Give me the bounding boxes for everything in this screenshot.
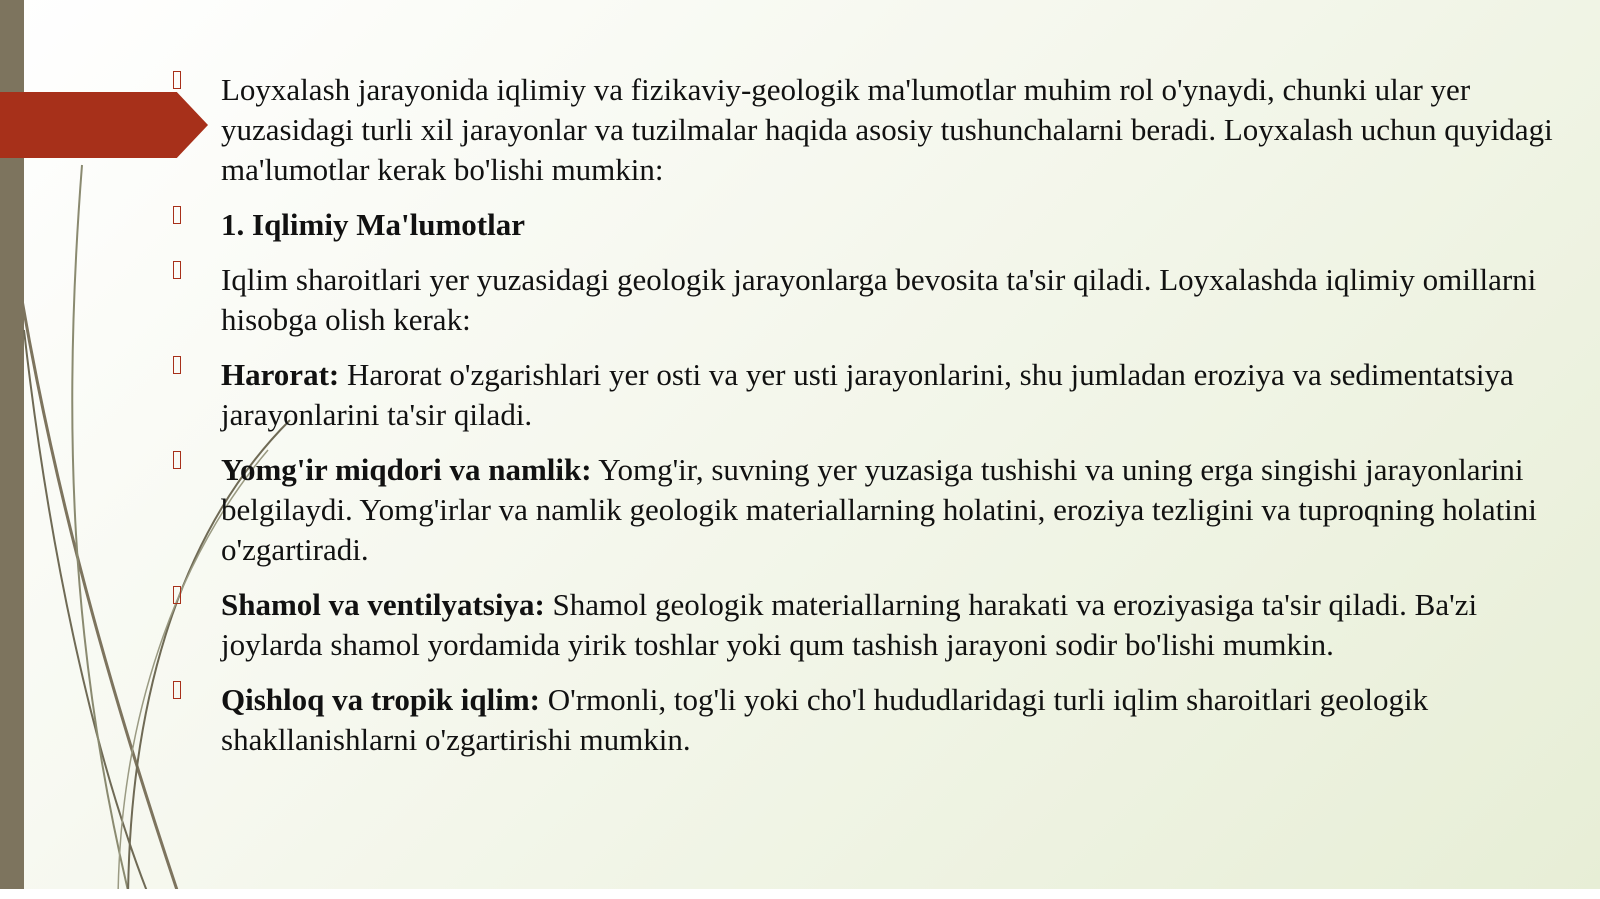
bullet-text: O'rmonli, tog'li yoki cho'l hududlaridagi turli iqlim sharoitlari geologik shakllanishlarni o'zgartirishi mumkin.	[221, 682, 1429, 757]
bullet-item	[170, 260, 1580, 340]
bullet-text: Yomg'ir, suvning yer yuzasiga tushishi va uning erga singishi jarayonlarini belgilaydi. Yomg'irlar va namlik geologik materiallarning holatini, eroziya tezligini va tuproqning holatini o'zgartiradi.	[221, 452, 1537, 567]
bullet-text: Shamol geologik materiallarning harakati va eroziyasiga ta'sir qiladi. Ba'zi joylarda shamol yordamida yirik toshlar yoki qum tashish jarayoni sodir bo'lishi mumkin.	[221, 587, 1478, 662]
bullet-item	[170, 355, 1580, 435]
bullet-text: Iqlim sharoitlari yer yuzasidagi geologik jarayonlarga bevosita ta'sir qiladi. Loyxalashda iqlimiy omillarni hisobga olish kerak:	[221, 262, 1537, 337]
bullet-bold-text: Qishloq va tropik iqlim:	[221, 682, 540, 717]
bullet-bold-text: 1. Iqlimiy Ma'lumotlar	[221, 207, 525, 242]
box-bullet-icon	[170, 205, 184, 225]
slide-content	[170, 70, 1580, 775]
bullet-text: Harorat o'zgarishlari yer osti va yer usti jarayonlarini, shu jumladan eroziya va sedimentatsiya jarayonlarini ta'sir qiladi.	[221, 357, 1514, 432]
box-bullet-icon	[170, 70, 184, 90]
bullet-bold-text: Shamol va ventilyatsiya:	[221, 587, 545, 622]
bullet-bold-text: Harorat:	[221, 357, 340, 392]
box-bullet-icon	[170, 260, 184, 280]
box-bullet-icon	[170, 585, 184, 605]
bullet-item	[170, 450, 1580, 570]
box-bullet-icon	[170, 680, 184, 700]
bullet-item	[170, 205, 1580, 245]
box-bullet-icon	[170, 450, 184, 470]
bottom-strip	[0, 889, 1600, 899]
bullet-text: Loyxalash jarayonida iqlimiy va fizikaviy-geologik ma'lumotlar muhim rol o'ynaydi, chunki ular yer yuzasidagi turli xil jarayonlar va tuzilmalar haqida asosiy tushunchalarni beradi. Loyxalash uchun quyidagi ma'lumotlar kerak bo'lishi mumkin:	[221, 72, 1553, 187]
bullet-item	[170, 680, 1580, 760]
bullet-bold-text: Yomg'ir miqdori va namlik:	[221, 452, 592, 487]
bullet-item	[170, 70, 1580, 190]
box-bullet-icon	[170, 355, 184, 375]
bullet-item	[170, 585, 1580, 665]
